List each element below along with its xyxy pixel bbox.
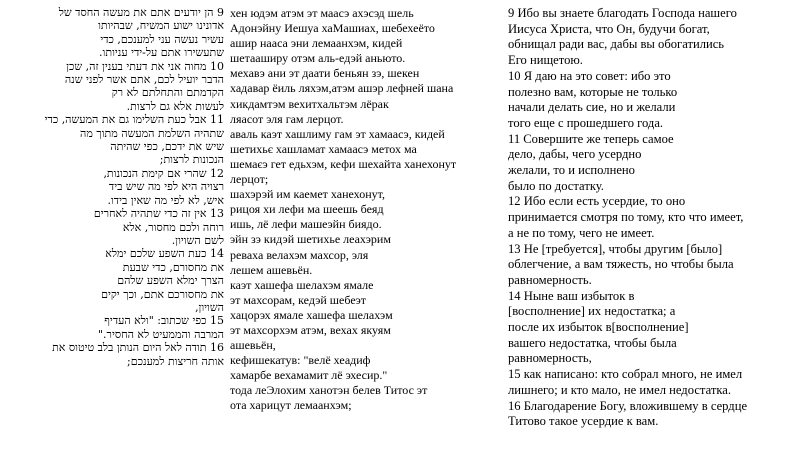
- hebrew-verse-14: [4, 247, 224, 314]
- verse-text: אין זה כדי שתהיה לאחרים רוחה ולכם מחסור, אלא לשם השויון.: [93, 207, 224, 247]
- verse-number: 16: [210, 341, 224, 355]
- transliteration-column: [230, 6, 500, 414]
- russian-verse-10: 10 Я даю на это совет: ибо это полезно вам, которые не только начали делать сие, но и желали того еще с прошедшего года.: [508, 68, 678, 130]
- verse-text: אבל כעת השלימו גם את המעשה, כדי שתהיה השלמת המעשה מתוך מה שיש את ידכם, כפי שהיתה הנכונות לרצות;: [44, 113, 224, 167]
- hebrew-verse-11: [4, 113, 224, 167]
- russian-verse-11: 11 Совершите же теперь самое дело, дабы, чего усердно желали, то и исполнено было по достатку.: [508, 131, 674, 193]
- translit-verse-13: эйн зэ кидэй шетихье леахэрим реваха велахэм махсор, эля лешем ашевьён.: [230, 232, 391, 277]
- hebrew-verse-15: [4, 314, 224, 341]
- verse-text: הן יודעים אתם את מעשה החסד של אדונינו ישוע המשיח, שבהיותו עשיר נעשה עני למענכם, כדי שתעשירו אתם על-ידי עניותו.: [58, 6, 224, 60]
- verse-text: מחוה אני את דעתי בענין זה, שכן הדבר יועיל לכם, אתם אשר לפני שנה הקדמתם והתחלתם לא רק לעשות אלא גם לרצות.: [64, 59, 224, 113]
- verse-number: 10: [210, 59, 224, 73]
- verse-number: 13: [210, 207, 224, 221]
- hebrew-verse-13: [4, 207, 224, 247]
- translit-verse-15: кефишекатув: "велё хеадиф хамарбе вехамамит лё эхесир.": [230, 353, 388, 383]
- translit-verse-11: аваль каэт хашлиму гам эт хамаасэ, кидей шетихьє хашламат хамаасэ метох ма шемаєэ гет едьхэм, кефи шехайта ханехонут лерцот;: [230, 126, 457, 187]
- verse-text: כעת השפע שלכם ימלא את מחסורם, כדי שבעת הצרך ימלא השפע שלהם את מחסורכם אתם, וכך יקים השויון,: [101, 247, 224, 314]
- verse-number: 12: [210, 166, 224, 180]
- translit-verse-16: тода леЭлохим ханотэн белев Титос эт ота харицут лемаанхэм;: [230, 383, 428, 413]
- verse-text: שהרי אם קימת הנכונות, רצויה היא לפי מה שיש ביד איש, לא לפי מה שאין בידו.: [103, 166, 224, 207]
- hebrew-verse-16: [4, 341, 224, 368]
- hebrew-verse-10: [4, 60, 224, 114]
- verse-number: 9: [217, 6, 224, 19]
- verse-text: תודה לאל היום הנותן בלב טיטוס את אותה חריצות למענכם;: [52, 341, 224, 368]
- verse-text: כפי שכתוב: "ולא העדיף המרבה והממעיט לא החסיר.": [98, 314, 224, 341]
- russian-verse-12: 12 Ибо если есть усердие, то оно принимается смотря по тому, кто что имеет, а не по тому, чего не имеет.: [508, 194, 744, 240]
- russian-verse-15: 15 как написано: кто собрал много, не имел лишнего; и кто мало, не имел недостатка.: [508, 367, 743, 397]
- hebrew-column: [4, 6, 224, 368]
- russian-column: [508, 6, 796, 430]
- translit-verse-14: каэт хашефа шелахэм ямале эт махсорам, кедэй шебеэт хацорэх ямале хашефа шелахэм эт махсорхэм атэм, вехах якуям ашевьён,: [230, 277, 393, 353]
- russian-verse-13: 13 Не [требуется], чтобы другим [было] облегчение, а вам тяжесть, но чтобы была равномерность.: [508, 241, 734, 287]
- russian-verse-9: 9 Ибо вы знаете благодать Господа нашего Иисуса Христа, что Он, будучи богат, обнищал ради вас, дабы вы обогатились Его нищетою.: [508, 6, 737, 68]
- translit-verse-12: шахэрэй им каемет ханехонут, рицоя хи лефи ма шеешь беяд ишь, лё лефи машеэйн биядо.: [230, 187, 385, 232]
- translit-verse-10: мехавэ ани эт даати беньян зэ, шекен хадавар ёиль ляхэм,атэм ашэр лефней шана хикдамтэм вехитхальтэм лёрак ляасот эля гам лерцот.: [230, 66, 454, 126]
- verse-number: 14: [210, 247, 224, 261]
- verse-number: 11: [210, 113, 224, 127]
- hebrew-verse-9: [4, 6, 224, 60]
- russian-verse-14: 14 Ныне ваш избыток в [восполнение] их недостатка; а после их избыток в[восполнение] вашего недостатка, чтобы была равномерность,: [508, 288, 689, 366]
- verse-number: 15: [210, 314, 224, 328]
- hebrew-verse-12: [4, 167, 224, 207]
- russian-verse-16: 16 Благодарение Богу, вложившему в сердце Титово такое усердие к вам.: [508, 398, 748, 429]
- translit-verse-9: хен юдэм атэм эт маасэ ахэсэд шель Адонэйну Иешуа хаМашиах, шебехеёто ашир нааса эни лемаанхэм, кидей шетааширу отэм аль-едэй аньюто.: [230, 6, 435, 66]
